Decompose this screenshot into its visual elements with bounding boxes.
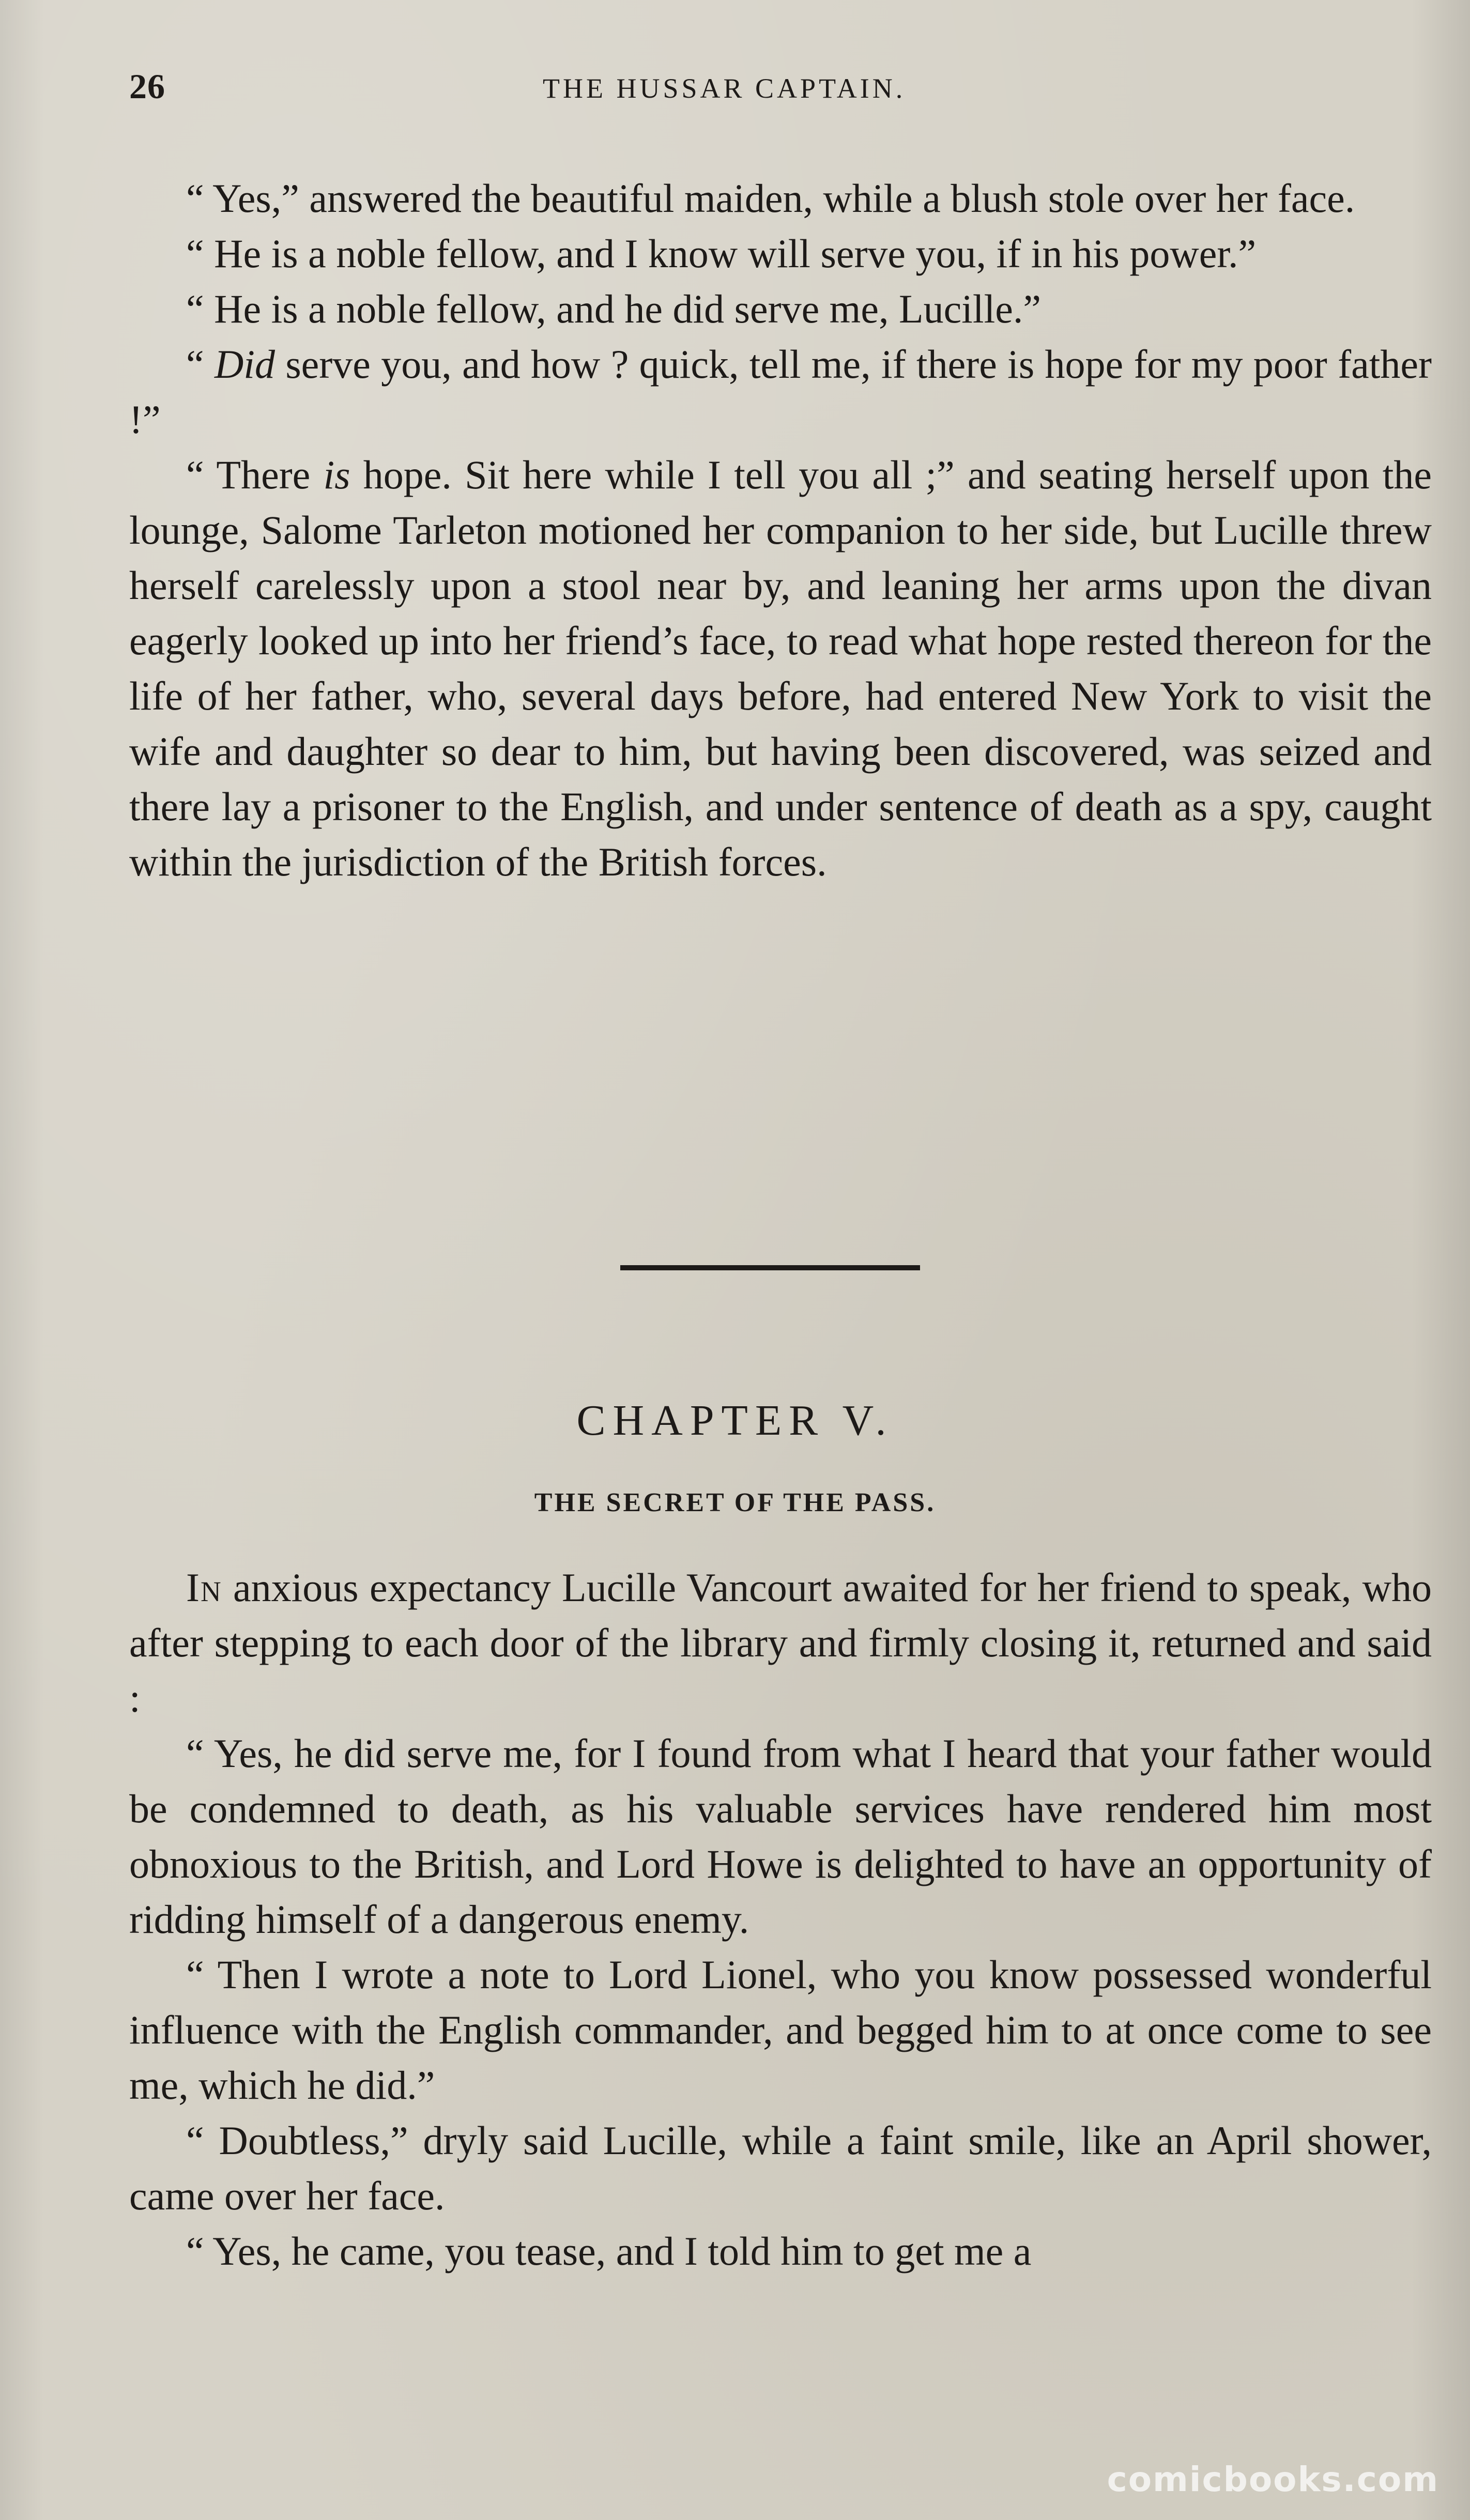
chapter-subtitle: THE SECRET OF THE PASS. xyxy=(534,1488,936,1517)
paragraph: “ Yes, he did serve me, for I found from what I heard that your father would be condemned to death, as his valuable services have rendered him most obnoxious to the British, and Lord Howe is delighted to have an opportunity of ridding himself of a dangerous enemy. xyxy=(129,1731,1432,1942)
chapter-opening-word: In xyxy=(186,1565,222,1610)
paragraph: “ Then I wrote a note to Lord Lionel, who you know possessed wonderful influence with the English commander, and begged him to at once come to see me, which he did.” xyxy=(129,1952,1432,2108)
text-run: “ xyxy=(186,342,215,387)
running-title: THE HUSSAR CAPTAIN. xyxy=(543,73,906,104)
upper-text-block xyxy=(129,171,1432,889)
running-head xyxy=(0,66,1470,113)
text-run: hope. Sit here while I tell you all ;” and seating herself upon the lounge, Salome Tarleton motioned her companion to her side, but Lucille threw herself carelessly upon a stool near by, and leaning her arms upon the divan eagerly looked up into her friend’s face, to read what hope rested thereon for the life of her father, who, several days before, had entered New York to visit the wife and daughter so dear to him, but having been discovered, was seized and there lay a prisoner to the English, and under sentence of death as a spy, caught within the jurisdiction of the British forces. xyxy=(129,452,1432,884)
text-run: serve you, and how ? quick, tell me, if there is hope for my poor father !” xyxy=(129,342,1432,442)
paragraph: “ He is a noble fellow, and he did serve me, Lucille.” xyxy=(186,286,1041,331)
section-divider xyxy=(620,1265,920,1270)
paragraph: “ He is a noble fellow, and I know will serve you, if in his power.” xyxy=(186,231,1257,276)
paragraph xyxy=(129,1560,1432,1726)
text-run: “ There xyxy=(186,452,324,497)
italic-word: Did xyxy=(214,342,275,387)
text-run: anxious expectancy Lucille Vancourt awaited for her friend to speak, who after stepping to each door of the library and firmly closing it, returned and said : xyxy=(129,1565,1432,1720)
paragraph xyxy=(129,447,1432,889)
paragraph xyxy=(129,336,1432,447)
italic-word: is xyxy=(323,452,350,497)
paragraph: “ Yes, he came, you tease, and I told him to get me a xyxy=(186,2229,1032,2273)
paragraph: “ Yes,” answered the beautiful maiden, while a blush stole over her face. xyxy=(186,176,1355,221)
site-watermark: comicbooks.com xyxy=(1107,2460,1439,2499)
paragraph: “ Doubtless,” dryly said Lucille, while a faint smile, like an April shower, came over her face. xyxy=(129,2118,1432,2218)
lower-text-block xyxy=(129,1560,1432,2279)
page-number: 26 xyxy=(129,67,165,106)
chapter-title: CHAPTER V. xyxy=(576,1396,894,1445)
